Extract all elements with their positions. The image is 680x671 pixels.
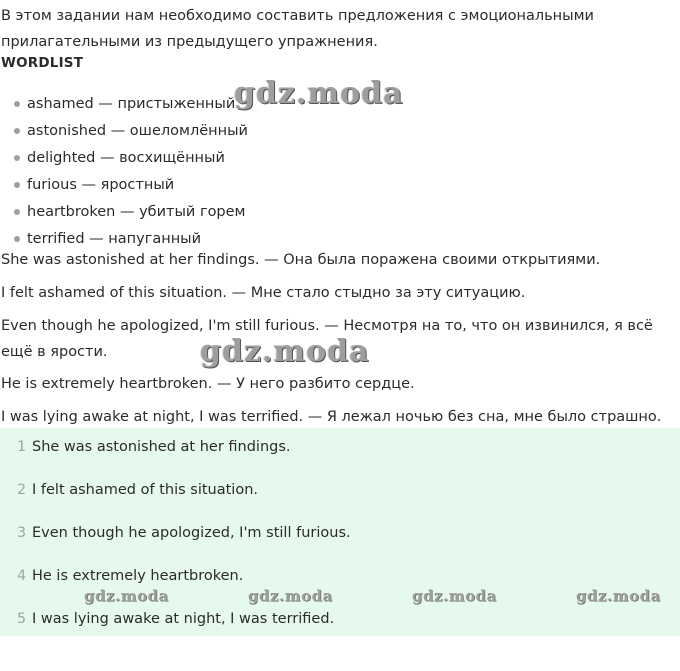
answer-number: 1 <box>17 439 26 455</box>
answer-number: 5 <box>17 611 26 627</box>
bullet-icon <box>14 155 20 161</box>
wordlist-item: terrified — напуганный <box>10 225 248 252</box>
answer-text: He is extremely heartbroken. <box>32 568 244 584</box>
watermark: gdz.moda <box>200 334 370 369</box>
watermark: gdz.moda <box>576 587 661 605</box>
wordlist-item: delighted — восхищённый <box>10 144 248 171</box>
wordlist-item: heartbroken — убитый горем <box>10 198 248 225</box>
answer-text: She was astonished at her findings. <box>32 439 291 455</box>
answer-number: 3 <box>17 525 26 541</box>
answer-text: Even though he apologized, I'm still furious. <box>32 525 351 541</box>
watermark: gdz.moda <box>412 587 497 605</box>
answer-item <box>0 434 291 460</box>
answer-text: I was lying awake at night, I was terrified. <box>32 611 335 627</box>
wordlist <box>10 90 248 252</box>
wordlist-heading: WORDLIST <box>1 55 84 71</box>
answer-item <box>0 520 351 546</box>
answer-item <box>0 477 258 503</box>
intro-text: В этом задании нам необходимо составить предложения с эмоциональными прилагательными из предыдущего упражнения. <box>1 8 594 50</box>
example-sentence: Even though he apologized, I'm still furious. — Несмотря на то, что он извинился, я всё ещё в ярости. <box>1 318 653 360</box>
wordlist-item: ashamed — пристыженный <box>10 90 248 117</box>
answer-item <box>0 563 243 589</box>
example-sentence: He is extremely heartbroken. — У него разбито сердце. <box>1 376 415 392</box>
example-sentence: I was lying awake at night, I was terrified. — Я лежал ночью без сна, мне было страшно. <box>1 409 662 425</box>
bullet-icon <box>14 182 20 188</box>
answer-number: 4 <box>17 568 26 584</box>
example-sentence: She was astonished at her findings. — Она была поражена своими открытиями. <box>1 252 601 268</box>
wordlist-item: furious — яростный <box>10 171 248 198</box>
bullet-icon <box>14 209 20 215</box>
watermark: gdz.moda <box>234 76 404 111</box>
example-sentence: I felt ashamed of this situation. — Мне стало стыдно за эту ситуацию. <box>1 285 526 301</box>
answer-item <box>0 606 334 632</box>
answer-text: I felt ashamed of this situation. <box>32 482 258 498</box>
wordlist-item: astonished — ошеломлённый <box>10 117 248 144</box>
answer-box <box>0 428 680 636</box>
watermark: gdz.moda <box>84 587 169 605</box>
bullet-icon <box>14 236 20 242</box>
bullet-icon <box>14 128 20 134</box>
watermark: gdz.moda <box>248 587 333 605</box>
answer-number: 2 <box>17 482 26 498</box>
bullet-icon <box>14 101 20 107</box>
